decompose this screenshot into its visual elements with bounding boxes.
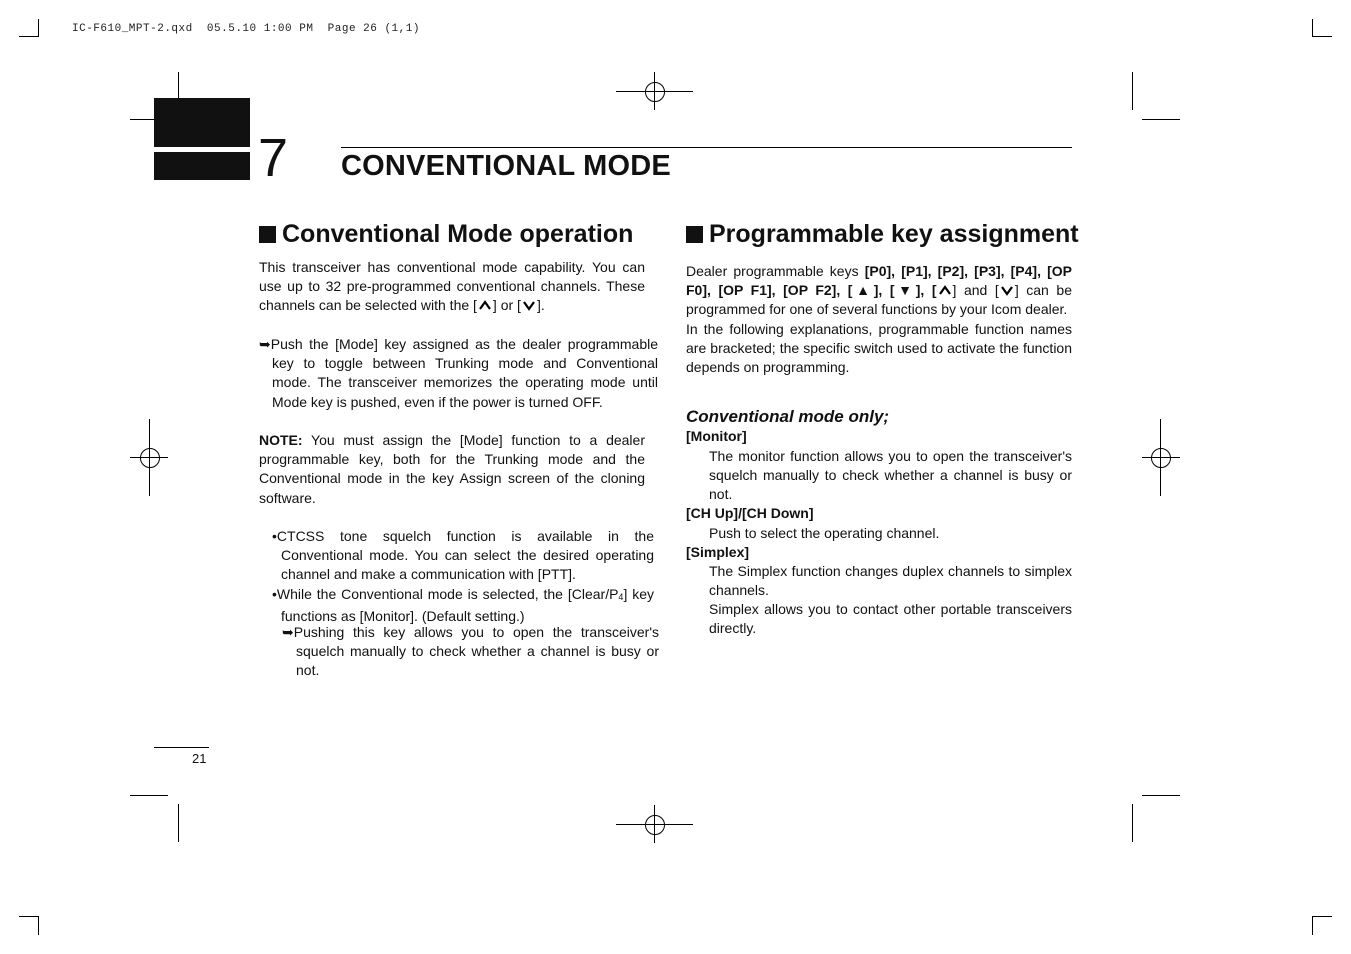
item-label-monitor: [Monitor] [686, 428, 747, 444]
down-arrow-icon [999, 282, 1015, 298]
intro-paragraph: This transceiver has conventional mode capability. You can use up to 32 pre-programmed conventional channels. These channels can be selected with the [ ] or [ ]. [259, 259, 645, 314]
item-text-ch-up-down: Push to select the operating channel. [709, 525, 940, 541]
item-text-monitor: The monitor function allows you to open the transceiver's squelch manually to check whether a channel is busy or not. [709, 448, 1072, 503]
explanation-paragraph: In the following explanations, programmable function names are bracketed; the specific switch used to activate the function depends on programming. [686, 321, 1072, 376]
item-label-ch-up-down: [CH Up]/[CH Down] [686, 505, 814, 521]
item-text-simplex-2: Simplex allows you to contact other portable transceivers directly. [709, 601, 1072, 637]
section-heading-programmable: Programmable key assignment [686, 220, 1079, 249]
up-arrow-icon [937, 282, 953, 298]
conventional-only-heading: Conventional mode only; [686, 407, 890, 426]
file-slug: IC-F610_MPT-2.qxd 05.5.10 1:00 PM Page 26 (1,1) [72, 23, 420, 35]
programmable-keys-paragraph: Dealer programmable keys [P0], [P1], [P2], [P3], [P4], [OP F0], [OP F1], [OP F2], [▲], [▼], [ ] and [ ] can be programmed for one of several functions by your Icom dealer. [686, 263, 1072, 318]
square-bullet-icon [686, 226, 703, 243]
chapter-title: CONVENTIONAL MODE [341, 150, 671, 182]
square-bullet-icon [259, 226, 276, 243]
note-paragraph: NOTE: You must assign the [Mode] function to a dealer programmable key, both for the Trunking mode and the Conventional mode in the key Assign screen of the cloning software. [259, 432, 645, 506]
section-heading-conventional: Conventional Mode operation [259, 220, 633, 249]
up-arrow-icon [477, 297, 493, 313]
chapter-rule [341, 147, 1072, 148]
chapter-tab-top [154, 98, 250, 147]
down-arrow-icon [521, 297, 537, 313]
item-text-simplex: The Simplex function changes duplex channels to simplex channels. [709, 563, 1072, 599]
chapter-number: 7 [258, 128, 289, 188]
sub-arrow-monitor: ➥Pushing this key allows you to open the transceiver's squelch manually to check whether a channel is busy or not. [282, 624, 659, 679]
page-number: 21 [192, 751, 207, 766]
chapter-tab-bottom [154, 152, 250, 180]
bullet-clear-key: •While the Conventional mode is selected, the $[Clear/P_4]$ key functions as [Monitor]. (Default setting.) [272, 586, 654, 625]
item-label-simplex: [Simplex] [686, 544, 750, 560]
mode-key-instruction: ➥Push the [Mode] key assigned as the dealer programmable key to toggle between Trunking mode and Conventional mode. The transceiver memorizes the operating mode until Mode key is pushed, even if the power is turned OFF. [259, 336, 658, 410]
bullet-ctcss: •CTCSS tone squelch function is available in the Conventional mode. You can select the desired operating channel and make a communication with [PTT]. [272, 528, 654, 583]
page-number-rule [154, 747, 209, 748]
